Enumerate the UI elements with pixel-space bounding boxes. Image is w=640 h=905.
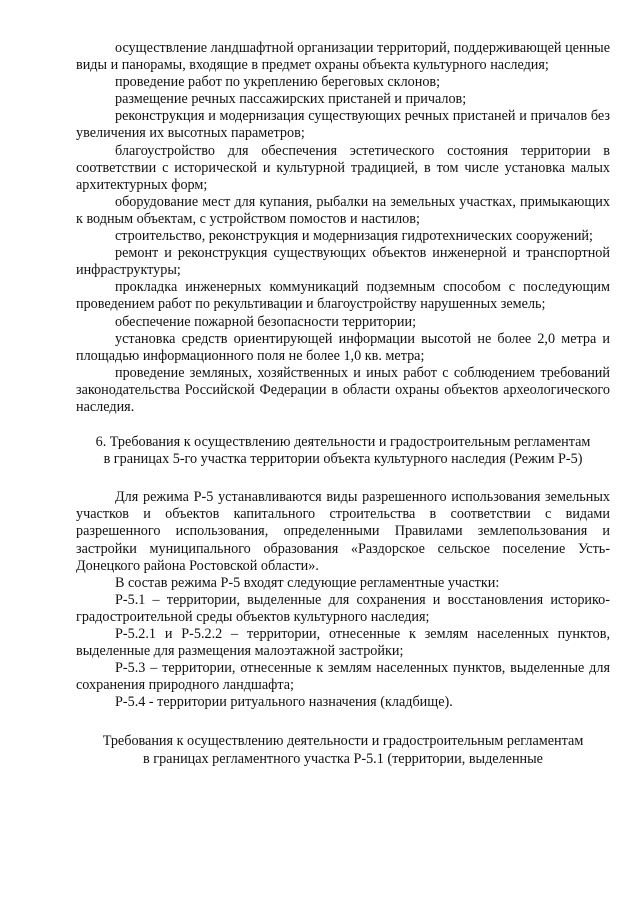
list-item: строительство, реконструкция и модернизация гидротехнических сооружений;	[115, 228, 593, 245]
paragraph: Р-5.3 – территории, отнесенные к землям населенных пунктов, выделенные для сохранения природного ландшафта;	[76, 660, 610, 694]
list-item: благоустройство для обеспечения эстетического состояния территории в соответствии с исторической и культурной традицией, в том числе установка малых архитектурных форм;	[76, 142, 610, 193]
document-page	[76, 40, 610, 768]
subsection-heading	[76, 733, 610, 767]
list-item: проведение работ по укреплению береговых склонов;	[115, 74, 441, 91]
list-item: ремонт и реконструкция существующих объектов инженерной и транспортной инфраструктуры;	[76, 245, 610, 279]
section-6-body	[76, 489, 610, 711]
section-6-heading	[76, 434, 610, 468]
subsection-heading-line: в границах регламентного участка Р-5.1 (территории, выделенные	[143, 750, 543, 767]
list-item: оборудование мест для купания, рыбалки на земельных участках, примыкающих к водным объектам, с устройством помостов и настилов;	[76, 193, 610, 227]
paragraph: Р-5.1 – территории, выделенные для сохранения и восстановления историко-градостроительной среды объектов культурного наследия;	[76, 591, 610, 625]
list-item: прокладка инженерных коммуникаций подземным способом с последующим проведением работ по рекультивации и благоустройству нарушенных земель;	[76, 279, 610, 313]
list-item: обеспечение пожарной безопасности территории;	[115, 313, 417, 330]
section-heading-line: в границах 5-го участка территории объекта культурного наследия (Режим Р-5)	[103, 451, 583, 468]
list-item: осуществление ландшафтной организации территорий, поддерживающей ценные виды и панорамы, входящие в предмет охраны объекта культурного наследия;	[76, 40, 610, 74]
list-item: размещение речных пассажирских пристаней и причалов;	[115, 91, 467, 108]
paragraph: В состав режима Р-5 входят следующие регламентные участки:	[115, 574, 500, 591]
list-item: проведение земляных, хозяйственных и иных работ с соблюдением требований законодательства Российской Федерации в области охраны объектов археологического наследия.	[76, 364, 610, 415]
paragraph: Р-5.4 - территории ритуального назначения (кладбище).	[115, 694, 453, 711]
section-heading-line: 6. Требования к осуществлению деятельности и градостроительным регламентам	[95, 434, 591, 451]
permitted-works-list	[76, 40, 610, 416]
paragraph: Для режима Р-5 устанавливаются виды разрешенного использования земельных участков и объектов капитального строительства в соответствии с видами разрешенного использования, определенными Правилами землепользования и застройки муниципального образования «Раздорское сельское поселение Усть-Донецкого района Ростовской области».	[76, 489, 610, 574]
paragraph: Р-5.2.1 и Р-5.2.2 – территории, отнесенные к землям населенных пунктов, выделенные для размещения малоэтажной застройки;	[76, 626, 610, 660]
list-item: реконструкция и модернизация существующих речных пристаней и причалов без увеличения их высотных параметров;	[76, 108, 610, 142]
subsection-heading-line: Требования к осуществлению деятельности и градостроительным регламентам	[102, 733, 584, 750]
list-item: установка средств ориентирующей информации высотой не более 2,0 метра и площадью информационного поля не более 1,0 кв. метра;	[76, 330, 610, 364]
